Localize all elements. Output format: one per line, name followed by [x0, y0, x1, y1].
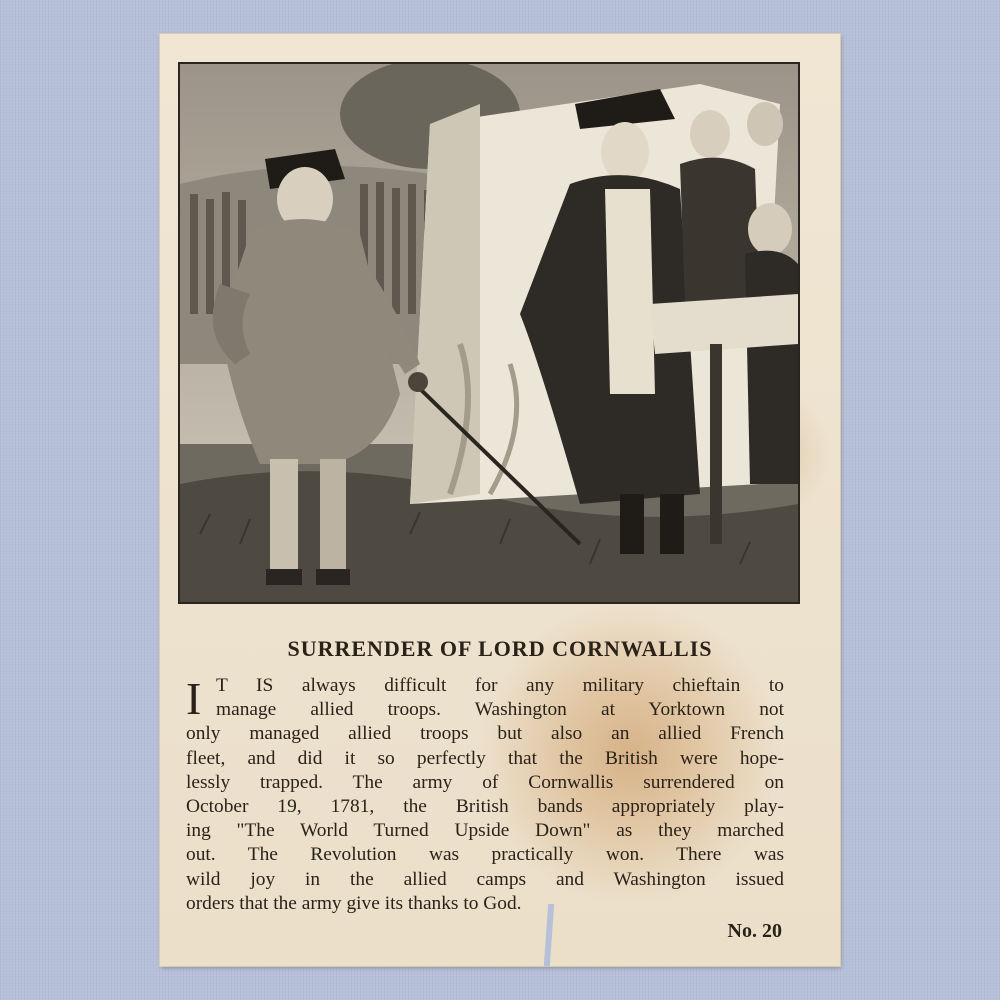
- body-line: ing "The World Turned Upside Down" as they marched: [186, 820, 784, 842]
- illustration-drawing: [180, 64, 798, 602]
- drop-cap: I: [186, 673, 202, 724]
- card-title: SURRENDER OF LORD CORNWALLIS: [287, 636, 713, 661]
- body-line: manage allied troops. Washington at Yorktown not: [216, 699, 784, 721]
- body-line: out. The Revolution was practically won. There was: [186, 844, 784, 866]
- body-line: only managed allied troops but also an allied French: [186, 723, 784, 745]
- trading-card: [160, 34, 840, 966]
- card-number: No. 20: [727, 920, 782, 942]
- body-line: October 19, 1781, the British bands appropriately play-: [186, 796, 784, 818]
- surrender-illustration: [178, 62, 800, 604]
- body-line: fleet, and did it so perfectly that the British were hope-: [186, 747, 784, 769]
- body-line: wild joy in the allied camps and Washington issued: [186, 868, 784, 890]
- body-line: lessly trapped. The army of Cornwallis surrendered on: [186, 771, 784, 793]
- body-line: orders that the army give its thanks to God.: [186, 892, 522, 914]
- card-body: [186, 674, 784, 916]
- body-line: T IS always difficult for any military chieftain to: [216, 675, 784, 696]
